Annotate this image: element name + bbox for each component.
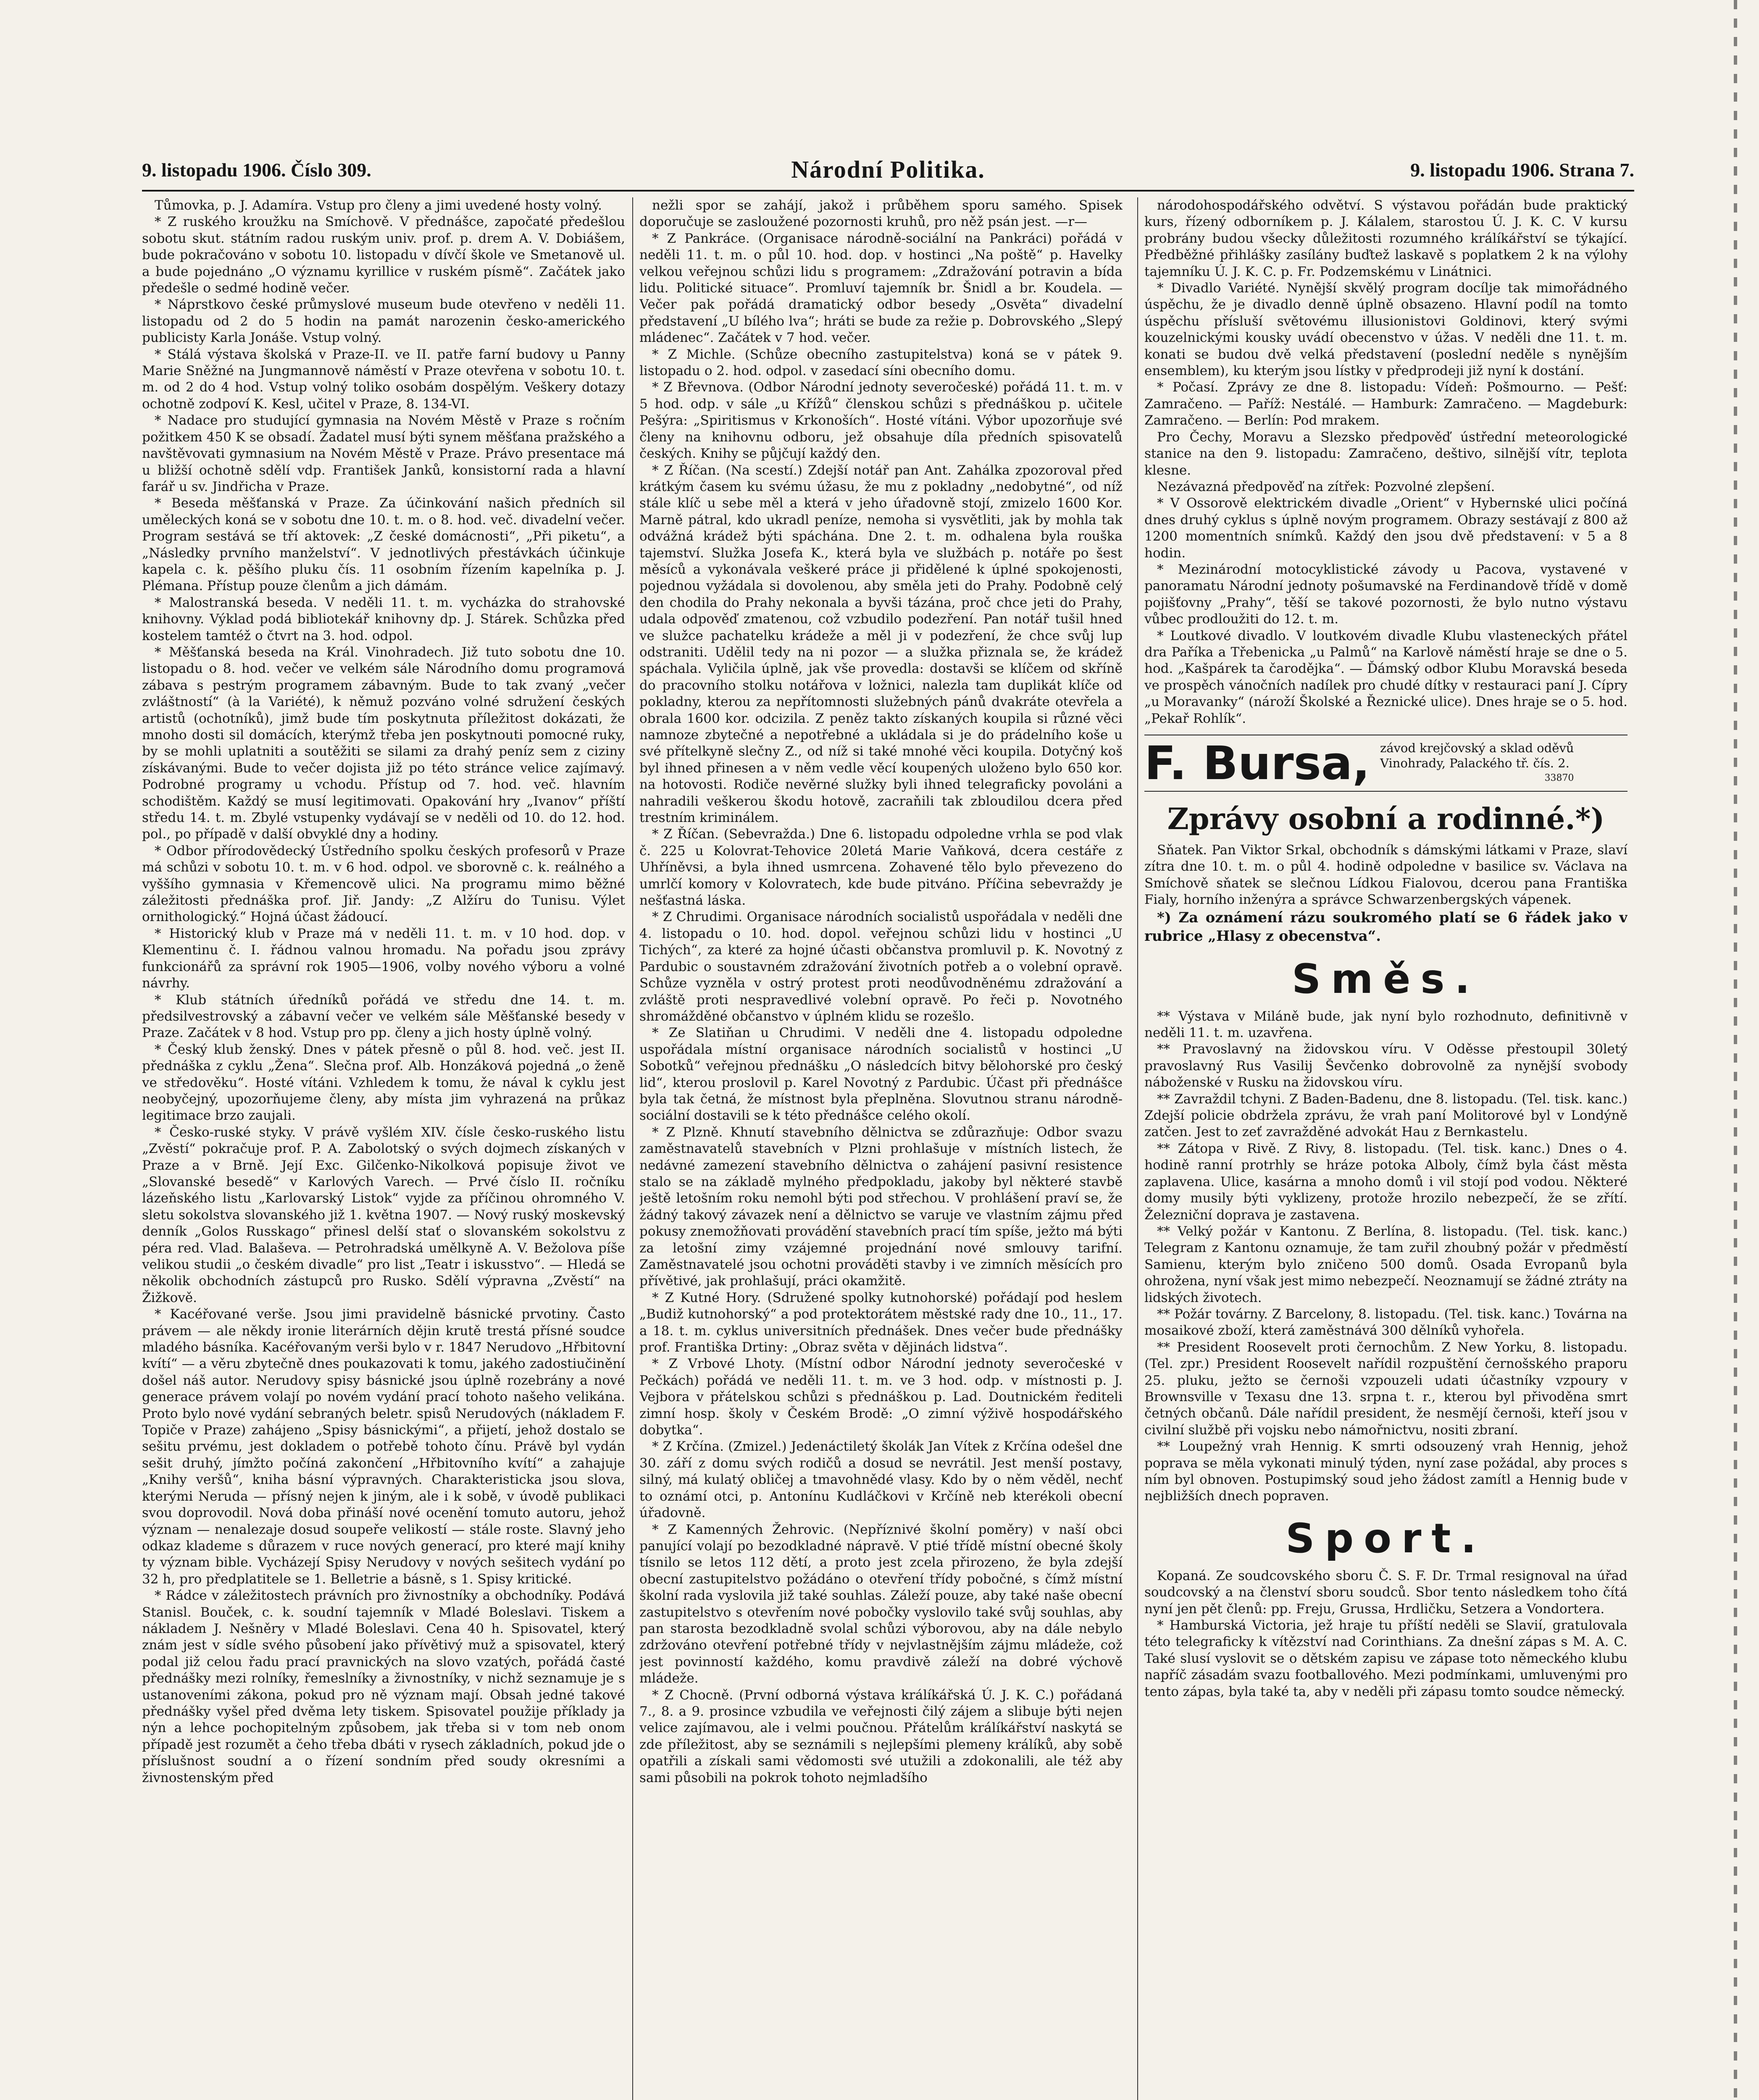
article-paragraph: Pro Čechy, Moravu a Slezsko předpověď ústřední meteorologické stanice na den 9. listopadu: Zamračeno, deštivo, silnější vítr, teplota klesne. [1144,429,1628,478]
article-paragraph: * Beseda měšťanská v Praze. Za účinkování našich předních sil uměleckých koná se v sobotu dne 10. t. m. o 8. hod. več. divadelní večer. Program sestává se tří aktovek: „Z české domácnosti“, „Při piketu“, a „Následky prvního manželství“. V jednotlivých přestávkách účinkuje kapela c. k. pěšího pluku čís. 11 osobním řízením kapelníka p. J. Plémana. Přístup pouze členům a jich dámám. [142,496,625,594]
header-date-page: 9. listopadu 1906. Strana 7. [1410,159,1634,181]
header-date-issue: 9. listopadu 1906. Číslo 309. [142,159,371,181]
article-paragraph: Sňatek. Pan Viktor Srkal, obchodník s dámskými látkami v Praze, slaví zítra dne 10. t. m. o půl 4. hodině odpoledne v basilice sv. Václava na Smíchově sňatek se slečnou Lídkou Fialovou, dcerou pana Františka Fialy, horního inženýra a správce Schwarzenbergských vápenek. [1144,843,1628,908]
article-paragraph: * Z Břevnova. (Odbor Národní jednoty severočeské) pořádá 11. t. m. v 5 hod. odp. v sále „u Křížů“ členskou schůzi s přednáškou p. učitele Pešýra: „Spiritismus v Krkonoších“. Hosté vítáni. Výbor upozorňuje své členy na knihovnu odboru, jež obsahuje díla předních spisovatelů českých. Knihy se půjčují každý den. [639,380,1123,462]
article-paragraph: * Stálá výstava školská v Praze-II. ve II. patře farní budovy u Panny Marie Sněžné na Jungmannově náměstí v Praze otevřena v sobotu 10. t. m. od 2 do 4 hod. Vstup volný toliko osobám dospělým. Veškery dotazy ochotně zodpoví K. Kesl, učitel v Praze, 8. 134-VI. [142,346,625,412]
article-paragraph: nežli spor se zahájí, jakož i průběhem sporu samého. Spisek doporučuje se zasloužené pozornosti kruhů, pro něž psán jest. —r— [639,198,1123,230]
article-paragraph: * Z Krčína. (Zmizel.) Jedenáctiletý školák Jan Vítek z Krčína odešel dne 30. září z domu svých rodičů a dosud se nevrátil. Jest menší postavy, silný, má kulatý obličej a tmavohnědé vlasy. Kdo by o něm věděl, nechť to oznámí otci, p. Antonínu Kudláčkovi v Krčíně neb kterékoli obecní úřadovně. [639,1439,1123,1521]
article-paragraph: * Nadace pro studující gymnasia na Novém Městě v Praze s ročním požitkem 450 K se obsadí. Žadatel musí býti synem měšťana pražského a navštěvovati gymnasium na Novém Městě v Praze. Právo presentace má u bližší ochotně sdělí vdp. František Janků, konsistorní rada a hlavní farář u sv. Jindřicha v Praze. [142,413,625,494]
column-2 [639,197,1123,2100]
article-paragraph: * Z Plzně. Khnutí stavebního dělnictva se zdůrazňuje: Odbor svazu zaměstnavatelů stavebních v Plzni prohlašuje v místních listech, že nedávné zamezení stavebního dělnictva o zahájení pasivní resistence stalo se na základě mylného předpokladu, jakoby byl některé stavbě ještě letošním roku nemohl býti pod střechou. V prohlášení praví se, že žádný takový závazek není a dělnictvo se varuje ve vlastním zájmu před pokusy znemožňovati provádění stavebních prací tím spíše, ježto má býti za letošní zimy vzájemné projednání nové smlouvy tarifní. Zaměstnavatelé jsou ochotni prováděti stavby i ve zimních měsících pro přívětivé, jak prohlašují, práci okamžitě. [639,1124,1123,1289]
ad-company-name: F. Bursa, [1144,736,1370,790]
article-paragraph: * Počasí. Zprávy ze dne 8. listopadu: Vídeň: Pošmourno. — Pešť: Zamračeno. — Paříž: Nestálé. — Hamburk: Zamračeno. — Magdeburk: Zamračeno. — Berlín: Pod mrakem. [1144,380,1628,428]
article-paragraph: Tůmovka, p. J. Adamíra. Vstup pro členy a jimi uvedené hosty volný. [155,198,602,213]
article-paragraph: * Kacéřované verše. Jsou jimi pravidelně básnické prvotiny. Často právem — ale někdy ironie literárních dějin krutě trestá přísné soudce mladého básníka. Kacéřovaným verši bylo v r. 1847 Nerudovo „Hřbitovní kvítí“ — a věru zbytečně dnes poukazovati k tomu, jakého zadostiučinění došel náš autor. Nerudovy spisy básnické jsou úplně rozebrány a nové generace právem volají po novém vydání prací tohoto našeho velikána. Proto bylo nové vydání sebraných beletr. spisů Nerudových (nákladem F. Topiče v Praze) zahájeno „Spisy básnickými“, a přijetí, jehož dostalo se sešitu prvému, jest dokladem o potřebě tohoto čínu. Právě byl vydán sešit druhý, jímžto počíná zakončení „Hřbitovního kvítí“ a zahajuje „Knihy veršů“, kniha básní výpravných. Charakteristicka jsou slova, kterými Neruda — přísný nejen k jiným, ale i k sobě, v úvodě publikaci svou doprovodil. Nová doba přináší nové ocenění tomuto autoru, jehož význam — nenalezaje dosud soupeře velikostí — stále roste. Slavný jeho odkaz klademe s důrazem v ruce nových generací, pro které mají knihy ty význam bible. Vycházejí Spisy Nerudovy v nových sešitech vydání po 32 h, pro předplatitele se 1. Belletrie a básně, s 1. Spisy kritické. [142,1307,625,1587]
article-paragraph: * Z Říčan. (Na scestí.) Zdejší notář pan Ant. Zahálka zpozoroval před krátkým časem ku svému úžasu, že mu z pokladny „nedobytné“, od níž stále klíč u sebe měl a která v jeho úřadovně stojí, zmizelo 1600 Kor. Marně pátral, kdo ukradl peníze, nemoha si vysvětliti, jak by mohla tak odvážná krádež býti spáchána. Dne 2. t. m. odhalena byla rouška tajemství. Služka Josefa K., která byla ve službách p. notáře po šest měsíců a vykonávala veškeré práce ji přidělené k úplné spokojenosti, pojednou vyžádala si dovolenou, aby směla jeti do Prahy. Podobně celý den chodila do Prahy nekonala a byvši tázána, proč chce jeti do Prahy, udala odpověď zmatenou, což vzbudilo podezření. Pan notář tušil hned ve služce pachatelku krádeže a měl ji v podezření, že chce svůj lup odstraniti. Udělil tedy na ni pozor — a služka přiznala se, že krádež spáchala. Vyličila úplně, jak vše provedla: dostavši se klíčem od skříně do pracovního stolku notářova v ložnici, nalezla tam duplikát klíče od pokladny, kterou za nepřítomnosti služebných pánů dvakráte otevřela a obrala 1600 kor. odcizila. Z peněz takto získaných koupila si různé věci namnoze zbytečné a nepotřebné a ukládala si je do prádelního koše u své přítelkyně slečny Z., od níž si také mnohé věci koupila. Dotyčný koš byl ihned přinesen a v něm vedle věcí koupených uloženo bylo 650 kor. na hotovosti. Rodiče nevěrné služky byli ihned telegraficky povoláni a nahradili veškerou škodu hotově, zacraňili tak zbloudilou dcera před trestním kriminálem. [639,462,1123,826]
article-paragraph: * Ze Slatiňan u Chrudimi. V neděli dne 4. listopadu odpoledne uspořádala místní organisace národních socialistů v hostinci „U Sobotků“ veřejnou přednášku „O následcích bitvy bělohorské pro český lid“, kterou proslovil p. Karel Novotný z Pardubic. Účast při přednášce byla tak četná, že místnost byla přeplněna. Slovutnou stranu národně-sociální dostavili se k této přednášce celého okolí. [639,1025,1123,1124]
article-paragraph: ** Zátopa v Rivě. Z Rivy, 8. listopadu. (Tel. tisk. kanc.) Dnes o 4. hodině ranní protrhly se hráze potoka Alboly, čímž byla část města zaplavena. Ulice, kasárna a mnoho domů i vil stojí pod vodou. Některé domy musily býti vyklizeny, protože hrozilo nebezpečí, že se zřítí. Železniční doprava je zastavena. [1144,1141,1628,1223]
article-paragraph: * Rádce v záležitostech právních pro živnostníky a obchodníky. Podává Stanisl. Bouček, c. k. soudní tajemník v Mladé Boleslavi. Tiskem a nákladem J. Nešněry v Mladé Boleslavi. Cena 40 h. Spisovatel, který znám jest v sídle svého působení jako přívětivý muž a spisovatel, který podal již celou řadu prací pravnických na slovo vzatých, pořádá časté přednášky mezi rolníky, řemeslníky a živnostníky, v nichž seznamuje je s ustanoveními zákona, pokud pro ně význam mají. Obsah jedné takové přednášky vyšel před dvěma lety tiskem. Spisovatel použije příklady ja nýn a lehce pochopitelným způsobem, jak třeba si v tom neb onom případě jest rozumět a čeho třeba dbáti v rysech základních, pokud jde o příslušnost soudní a o řízení sondním před soudy okresními a živnostenským před [142,1588,625,1785]
article-paragraph: ** Výstava v Miláně bude, jak nyní bylo rozhodnuto, definitivně v neděli 11. t. m. uzavřena. [1144,1008,1628,1041]
article-paragraph: * Z Vrbové Lhoty. (Místní odbor Národní jednoty severočeské v Pečkách) pořádá ve neděli 11. t. m. ve 3 hod. odp. v místnosti p. J. Vejbora v přátelskou schůzi s přednáškou p. Lad. Doutnickém řediteli zimní hosp. školy v Českém Brodě: „O zimní výživě hospodářského dobytka“. [639,1356,1123,1438]
article-paragraph: ** Loupežný vrah Hennig. K smrti odsouzený vrah Hennig, jehož poprava se měla vykonati minulý týden, nyní zase požádal, aby proces s ním byl obnoven. Postupimský soud jeho žádost zamítl a Hennig bude v nejbližších dnech popraven. [1144,1439,1628,1504]
section-title-smes: Směs. [1292,955,1480,1003]
article-paragraph: * Z Chrudimi. Organisace národních socialistů uspořádala v neděli dne 4. listopadu o 10. hod. dopol. veřejnou schůzi lidu v hostinci „U Tichých“, za které za hojné účasti občanstva promluvil p. K. Novotný z Pardubic o soustavném zdražování životních potřeb a o volební opravě. Schůze vyzněla v ostrý protest proti neodůvodněnému zdražování a zvláště proti nespravedlivé volební opravě. Po řeči p. Novotného shromážděné občanstvo v úplném klidu se rozešlo. [639,909,1123,1024]
column-divider [632,197,633,2100]
article-paragraph: * Malostranská beseda. V neděli 11. t. m. vycházka do strahovské knihovny. Výklad podá bibliotekář knihovny dp. J. Stárek. Schůzka před kostelem tamtéž o čtvrt na 3. hod. odpol. [142,595,625,643]
article-paragraph: ** Pravoslavný na židovskou víru. V Oděsse přestoupil 30letý pravoslavný Rus Vasilij Ševčenko dobrovolně za nynější svobody náboženské v Rusku na židovskou víru. [1144,1042,1628,1090]
article-paragraph: ** President Roosevelt proti černochům. Z New Yorku, 8. listopadu. (Tel. zpr.) President Roosevelt nařídil rozpuštění černošského praporu 25. pluku, ježto se černoši vzpouzeli udati účastníky vzpoury v Brownsville v Texasu dne 13. srpna t. r., kterou byl přivoděna smrt četných občanů. Dále nařídil president, že nesmějí černoši, kteří jsou v civilní službě při vojsku nebo námořnictvu, nositi zbraní. [1144,1339,1628,1438]
column-1 [142,197,625,2100]
article-paragraph: * Z Kutné Hory. (Sdružené spolky kutnohorské) pořádají pod heslem „Budiž kutnohorský“ a pod protektorátem městské rady dne 10., 11., 17. a 18. t. m. cyklus universitních přednášek. Dnes večer bude přednášky prof. Františka Drtiny: „Obraz světa v dějinách lidstva“. [639,1290,1123,1355]
section-title-personal: Zprávy osobní a rodinné.*) [1167,801,1605,836]
page-header [142,155,1634,185]
column-divider [1137,197,1138,2100]
article-paragraph: * Měšťanská beseda na Král. Vinohradech. Již tuto sobotu dne 10. listopadu o 8. hod. večer ve velkém sále Národního domu programová zábava s pestrým programem zábavným. Bude to tak zvaný „večer zvláštností“ (à la Variété), k němuž pozváno volné sdružení českých artistů (ochotníků), jimž bude tím poskytnuta příležitost dokázati, že mnoho dosti sil domácích, kterýmž třeba jen poskytnouti pomocné ruky, by se mohli uplatniti a soutěžiti se silami za drahý peníz sem z ciziny získávanými. Bude to večer dojista již po této stránce velice zajímavý. Podrobné programy u vchodu. Přístup od 7. hod. več. hlavním schodištěm. Každý se musí legitimovati. Opakování hry „Ivanov“ příští středu 14. t. m. Zbylé vstupenky vydávají se v neděli od 10. do 12. hod. pol., po případě v další obvyklé dny a hodiny. [142,644,625,842]
article-paragraph: * Klub státních úředníků pořádá ve středu dne 14. t. m. předsilvestrovský a zábavní večer ve velkém sále Měšťanské besedy v Praze. Začátek v 8 hod. Vstup pro pp. členy a jich hosty úplně volný. [142,992,625,1041]
article-paragraph: * Česko-ruské styky. V právě vyšlém XIV. čísle česko-ruského listu „Zvěstí“ pokračuje prof. P. A. Zabolotský o svých dojmech získaných v Praze a v Brně. Její Exc. Gilčenko-Nikolková popisuje život ve „Slovanské besedě“ v Karlových Varech. — Prvé číslo II. ročníku lázeňského listu „Karlovarský Listok“ vyjde za příčinou ohromného V. sletu sokolstva slovanského již 1. května 1907. — Nový ruský moskevský denník „Golos Russkago“ přinesl delší stať o slovanském sokolstvu z péra red. Vlad. Balaševa. — Petrohradská umělkyně A. V. Bežolova píše velikou studii „o českém divadle“ pro list „Teatr i iskusstvo“. — Hledá se několik obchodních zástupců pro Rusko. Sdělí výpravna „Zvěstí“ na Žižkově. [142,1124,625,1305]
article-paragraph: * Z Kamenných Žehrovic. (Nepříznivé školní poměry) v naší obci panující volají po bezodkladné nápravě. V ptié třídě místní obecné školy tísnilo se letos 112 dětí, a proto jest zcela přirozeno, že byla zdejší obecní zastupitelstvo požádáno o otevření třídy pobočné, s čímž místní školní rada vyslovila již také souhlas. Záleží pouze, aby také naše obecní zastupitelstvo s otevřením nové pobočky vyslovilo také svůj souhlas, aby pan starosta bezodkladně svolal schůzi výborovou, aby na dále nebylo zdržováno otevření potřebné třídy v nejvlastnějším zájmu mládeže, což jest povinností každého, komu pravdivě záleží na dobré výchově mládeže. [639,1522,1123,1686]
article-paragraph: * Z Říčan. (Sebevražda.) Dne 6. listopadu odpoledne vrhla se pod vlak č. 225 u Kolovrat-Tehovice 20letá Marie Vaňková, dcera cestáře z Uhříněvsi, a byla ihned usmrcena. Zohavené tělo bylo převezeno do umrlčí komory v Kolovratech, kde bude pitváno. Příčina sebevraždy je nešťastná láska. [639,827,1123,908]
ad-line-1: závod krejčovský a sklad oděvů [1380,741,1574,755]
binding-edge [1734,0,1737,2100]
column-3 [1144,197,1628,2100]
article-paragraph: * Divadlo Variété. Nynější skvělý program docílje tak mimořádného úspěchu, že je divadlo denně úplně obsazeno. Hlavní podíl na tomto úspěchu přísluší světovému illusionistovi Goldinovi, který svými kouzelnickými kousky uvádí obecenstvo v úžas. V neděli dne 11. t. m. konati se budou dvě velká představení (poslední neděle s nynějším ensemblem), ku kterým jsou lístky v předprodeji již nyní k dostání. [1144,281,1628,379]
article-paragraph: * Loutkové divadlo. V loutkovém divadle Klubu vlasteneckých přátel dra Paříka a Třebenicka „u Palmů“ na Karlově náměstí hraje se dne o 5. hod. „Kašpárek ta čarodějka“. — Ďámský odbor Klubu Moravská beseda ve prospěch vánočních nadílek pro chudé dítky v restauraci paní J. Cípry „u Moravanky“ (nároží Školské a Řeznické ulice). Dnes hraje se o 5. hod. „Pekař Rohlík“. [1144,628,1628,726]
article-paragraph: * Český klub ženský. Dnes v pátek přesně o půl 8. hod. več. jest II. přednáška z cyklu „Žena“. Slečna prof. Alb. Honzáková pojedná „o ženě ve středověku“. Hosté vítáni. Vzhledem k tomu, že nával k cyklu jest neobyčejný, upozorňujeme členy, aby místa jim vyhrazená na průkaz legitimace brzo zaujali. [142,1042,625,1124]
article-paragraph: národohospodářského odvětví. S výstavou pořádán bude praktický kurs, řízený odborníkem p. J. Kálalem, starostou Ú. J. K. C. V kursu probrány budou všecky důležitosti rozumného králíkářství se týkající. Předběžné přihlášky zasílány buďtež laskavě s poplatkem 2 k na výlohy tajemníku Ú. J. K. C. p. Fr. Podzemskému v Linátnici. [1144,198,1628,279]
article-paragraph: * Hamburská Victoria, jež hraje tu příští neděli se Slavií, gratulovala této telegraficky k vítězství nad Corinthians. Za dnešní zápas s M. A. C. Také slusí vyslovit se o dětském zapisu ve zápase toto německého klubu napříč zásadám svazu footballového. Mezi podmínkami, umluvenými pro tento zápas, byla také ta, aby v neděli při zápasu tomto soudce německý. [1144,1618,1628,1699]
article-paragraph: * Historický klub v Praze má v neděli 11. t. m. v 10 hod. dop. v Klementinu č. I. řádnou valnou hromadu. Na pořadu jsou zprávy funkcionářů za správní rok 1905—1906, volby nového výboru a volné návrhy. [142,926,625,991]
ad-code: 33870 [1544,773,1574,783]
ad-details [1380,740,1574,786]
article-paragraph: * Z Pankráce. (Organisace národně-sociální na Pankráci) pořádá v neděli 11. t. m. o půl 10. hod. dop. v hostinci „Na poště“ p. Havelky velkou veřejnou schůzi lidu s programem: „Zdražování potravin a bída lidu. Politické situace“. Promluví tajemník br. Šnidl a br. Koudela. — Večer pak pořádá dramatický odbor besedy „Osvěta“ divadelní představení „U bílého lva“; hráti se bude za režie p. Dobrovského „Slepý mládenec“. Začátek v 7 hod. večer. [639,231,1123,346]
article-paragraph: * V Ossorově elektrickém divadle „Orient“ v Hybernské ulici počíná dnes druhý cyklus s úplně novým programem. Obrazy sestávají z 800 až 1200 momentních snímků. Každý den jsou dvě představení: v 5 a 8 hodin. [1144,496,1628,561]
advertisement [1144,735,1628,792]
article-paragraph: Nezávazná předpověď na zítřek: Pozvolné zlepšení. [1157,479,1495,494]
ad-line-2: Vinohrady, Palackého tř. čís. 2. [1380,756,1570,770]
section-note: *) Za oznámení rázu soukromého platí se 6 řádek jako v rubrice „Hlasy z obecenstva“. [1144,909,1628,945]
article-paragraph: * Mezinárodní motocyklistické závody u Pacova, vystavené v panoramatu Národní jednoty pošumavské na Ferdinandově třídě v domě pojišťovny „Prahy“, těší se takové pozornosti, že bylo nutno výstavu vůbec prodloužiti do 12. t. m. [1144,562,1628,627]
article-paragraph: * Z Chocně. (První odborná výstava králíkářská Ú. J. K. C.) pořádaná 7., 8. a 9. prosince vzbudila ve veřejnosti čilý zájem a slibuje býti nejen velice zajímavou, ale i velmi poučnou. Přátelům králíkářství naskytá se zde příležitost, aby se seznámili s nejlepšími plemeny králíků, aby sobě opatřili a získali sami vědomosti své utužili a zdokonalili, ale též aby sami působili na pokrok tohoto nejmladšího [639,1687,1123,1785]
article-paragraph: Kopaná. Ze soudcovského sboru Č. S. F. Dr. Trmal resignoval na úřad soudcovský a na členství sboru soudců. Sbor tento následkem toho čítá nyní jen pět členů: pp. Freju, Grussa, Hrdličku, Setzera a Vondortera. [1144,1568,1628,1617]
article-paragraph: * Z ruského kroužku na Smíchově. V přednášce, započaté předešlou sobotu skut. státním radou ruským univ. prof. p. drem A. V. Dobiášem, bude pokračováno v sobotu 10. listopadu v dívčí škole ve Smetanově ul. a bude pojednáno „O významu kyrillice v ruském písmě“. Začátek jako předešle o sedmé hodině večer. [142,214,625,296]
article-paragraph: ** Velký požár v Kantonu. Z Berlína, 8. listopadu. (Tel. tisk. kanc.) Telegram z Kantonu oznamuje, že tam zuřil zhoubný požár v předměstí Samienu, kterým bylo zničeno 500 domů. Osada Evropanů byla ohrožena, nyní však jest mimo nebezpečí. Neoznamují se žádné ztráty na lidských životech. [1144,1223,1628,1305]
article-paragraph: * Z Michle. (Schůze obecního zastupitelstva) koná se v pátek 9. listopadu o 2. hod. odpol. v zasedací síni obecního domu. [639,346,1123,379]
newspaper-page [142,155,1634,2100]
header-rule [142,190,1634,192]
article-paragraph: ** Požár továrny. Z Barcelony, 8. listopadu. (Tel. tisk. kanc.) Továrna na mosaikové zboží, která zaměstnává 300 dělníků vyhořela. [1144,1306,1628,1339]
article-paragraph: * Náprstkovo české průmyslové museum bude otevřeno v neděli 11. listopadu od 2 do 5 hodin na památ narozenin česko-amerického publicisty Karla Jonáše. Vstup volný. [142,297,625,346]
section-title-sport: Sport. [1286,1515,1486,1562]
article-paragraph: ** Zavraždil tchyni. Z Baden-Badenu, dne 8. listopadu. (Tel. tisk. kanc.) Zdejší policie obdržela zprávu, že vrah paní Molitorové byl v Londýně zatčen. Jest to zeť zavražděné advokát Hau z Bernkastelu. [1144,1091,1628,1140]
masthead-title: Národní Politika. [791,156,985,183]
article-paragraph: * Odbor přírodovědecký Ústředního spolku českých profesorů v Praze má schůzi v sobotu 10. t. m. v 6 hod. odpol. ve sborovně c. k. reálného a vyššího gymnasia v Křemencově ulici. Na programu mimo běžné záležitosti přednáška prof. Jiř. Jandy: „Z Alžíru do Tunisu. Výlet ornithologický.“ Hojná účast žádoucí. [142,843,625,925]
